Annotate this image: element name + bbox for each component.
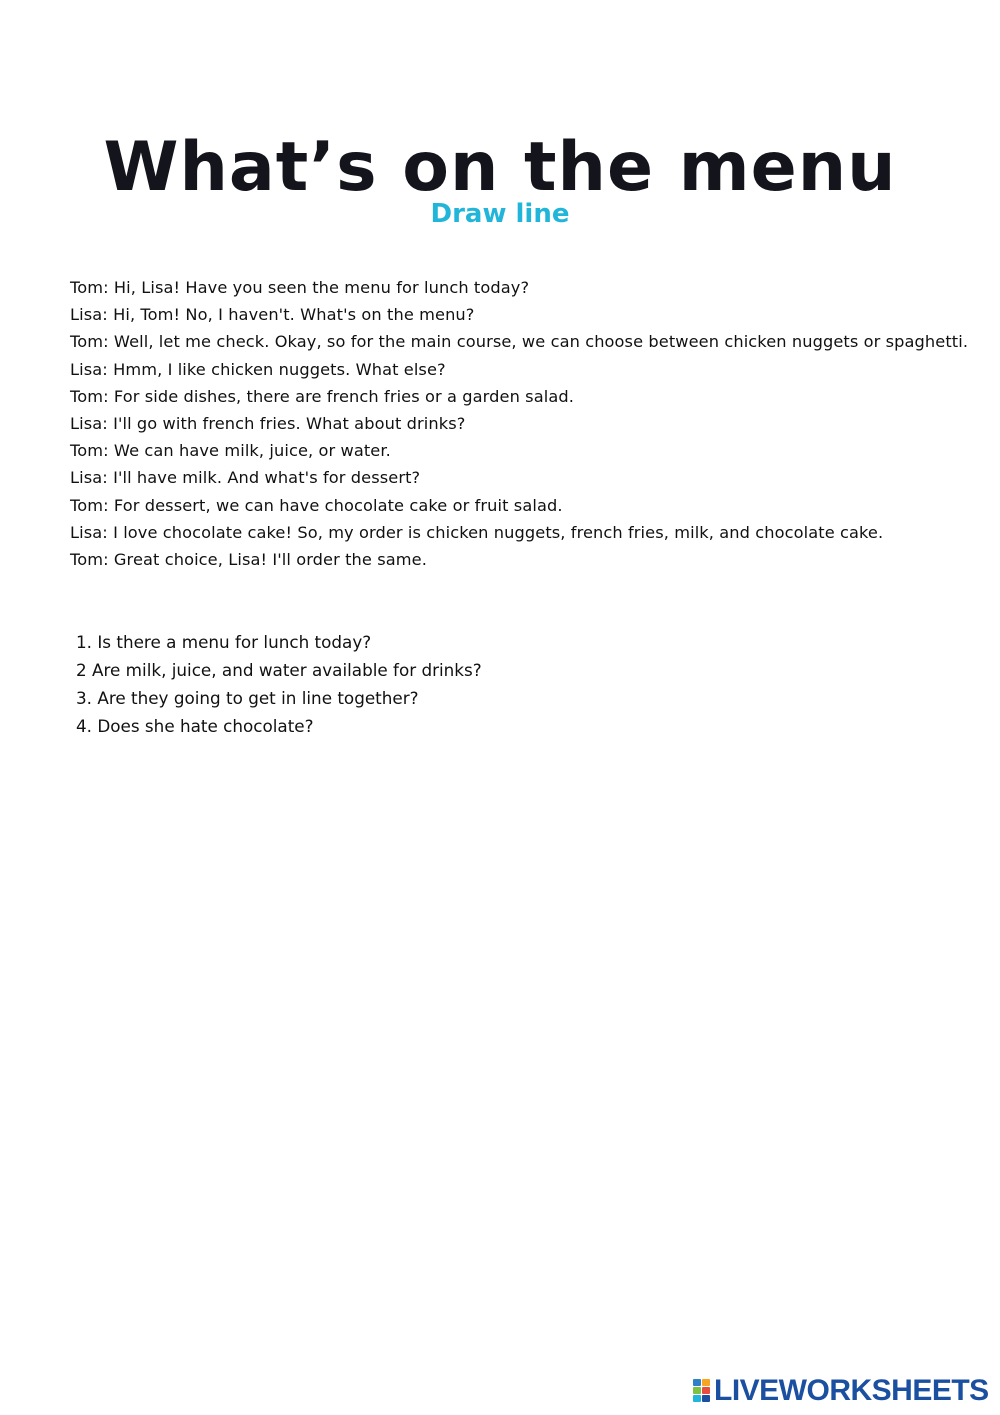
- dialogue-line: Lisa: I love chocolate cake! So, my order is chicken nuggets, french fries, milk, and chocolate cake.: [70, 522, 884, 542]
- dialogue-line: Tom: Great choice, Lisa! I'll order the same.: [70, 549, 427, 569]
- dialogue-line: Tom: We can have milk, juice, or water.: [70, 441, 391, 461]
- dialogue-line: Tom: Hi, Lisa! Have you seen the menu for lunch today?: [70, 278, 530, 297]
- worksheet-instruction: Draw line: [430, 199, 570, 229]
- dialogue-text: [70, 274, 985, 573]
- question-item: 1. Is there a menu for lunch today?: [76, 632, 372, 652]
- dialogue-line: Lisa: Hi, Tom! No, I haven't. What's on the menu?: [70, 305, 475, 325]
- liveworksheets-logo-icon: [693, 1379, 711, 1403]
- worksheet-title: What’s on the menu: [103, 127, 897, 207]
- dialogue-line: Lisa: I'll go with french fries. What about drinks?: [70, 413, 466, 433]
- logo-wordmark: LIVEWORKSHEETS: [714, 1374, 989, 1407]
- dialogue-line: Lisa: Hmm, I like chicken nuggets. What else?: [70, 359, 446, 379]
- question-item: 2 Are milk, juice, and water available for drinks?: [76, 660, 482, 680]
- liveworksheets-logo: [693, 1373, 989, 1409]
- question-item: 3. Are they going to get in line together?: [76, 688, 419, 708]
- dialogue-line: Tom: Well, let me check. Okay, so for the main course, we can choose between chicken nuggets or spaghetti.: [70, 332, 969, 352]
- dialogue-line: Tom: For side dishes, there are french fries or a garden salad.: [70, 386, 574, 406]
- question-list: [76, 628, 776, 740]
- dialogue-line: Lisa: I'll have milk. And what's for dessert?: [70, 468, 421, 488]
- dialogue-line: Tom: For dessert, we can have chocolate cake or fruit salad.: [70, 495, 563, 515]
- question-item: 4. Does she hate chocolate?: [76, 716, 314, 736]
